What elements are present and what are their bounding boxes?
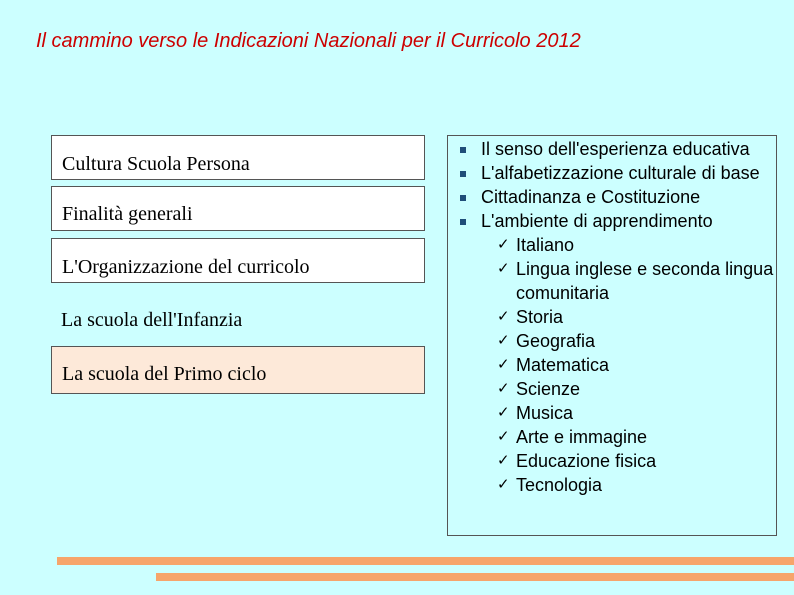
subject-text: Lingua inglese e seconda lingua comunitaria [516,259,774,303]
content-list [447,137,777,497]
subject-item [447,329,777,353]
decorative-bar-bottom [156,573,794,581]
section-box-infanzia[interactable] [51,291,425,341]
slide-title: Il cammino verso le Indicazioni Nazionali per il Curricolo 2012 [36,30,581,52]
section-label: Cultura Scuola Persona [62,153,250,175]
subject-item [447,425,777,449]
checkmark-icon: ✓ [497,404,510,421]
section-box-cultura[interactable] [51,135,425,180]
checkmark-icon: ✓ [497,260,510,277]
section-box-organizzazione[interactable] [51,238,425,283]
square-bullet-icon [460,195,466,201]
list-item [447,185,777,209]
list-item [447,137,777,161]
subject-text: Arte e immagine [516,427,648,447]
section-box-finalita[interactable] [51,186,425,231]
checkmark-icon: ✓ [497,476,510,493]
subject-item [447,473,777,497]
subject-item [447,233,777,257]
list-item-text: Il senso dell'esperienza educativa [481,139,750,159]
subject-item [447,401,777,425]
checkmark-icon: ✓ [497,428,510,445]
subject-text: Tecnologia [516,475,603,495]
list-item-text: L'ambiente di apprendimento [481,211,713,231]
section-box-primo-ciclo[interactable] [51,346,425,394]
section-label: Finalità generali [62,203,193,225]
checkmark-icon: ✓ [497,236,510,253]
checkmark-icon: ✓ [497,452,510,469]
list-item-text: Cittadinanza e Costituzione [481,187,701,207]
subject-item [447,353,777,377]
checkmark-icon: ✓ [497,308,510,325]
decorative-bar-top [57,557,794,565]
section-label: La scuola del Primo ciclo [62,363,267,385]
subject-item [447,257,777,305]
subject-text: Italiano [516,235,575,255]
subject-text: Storia [516,307,564,327]
subject-text: Matematica [516,355,610,375]
square-bullet-icon [460,171,466,177]
checkmark-icon: ✓ [497,380,510,397]
list-item [447,209,777,233]
square-bullet-icon [460,147,466,153]
subject-text: Educazione fisica [516,451,657,471]
square-bullet-icon [460,219,466,225]
subject-text: Geografia [516,331,596,351]
section-label: La scuola dell'Infanzia [61,309,243,331]
subject-text: Musica [516,403,574,423]
list-item-text: L'alfabetizzazione culturale di base [481,163,760,183]
section-label: L'Organizzazione del curricolo [62,256,310,278]
subject-item [447,305,777,329]
list-item [447,161,777,185]
checkmark-icon: ✓ [497,332,510,349]
subject-text: Scienze [516,379,581,399]
subject-item [447,377,777,401]
checkmark-icon: ✓ [497,356,510,373]
subject-item [447,449,777,473]
